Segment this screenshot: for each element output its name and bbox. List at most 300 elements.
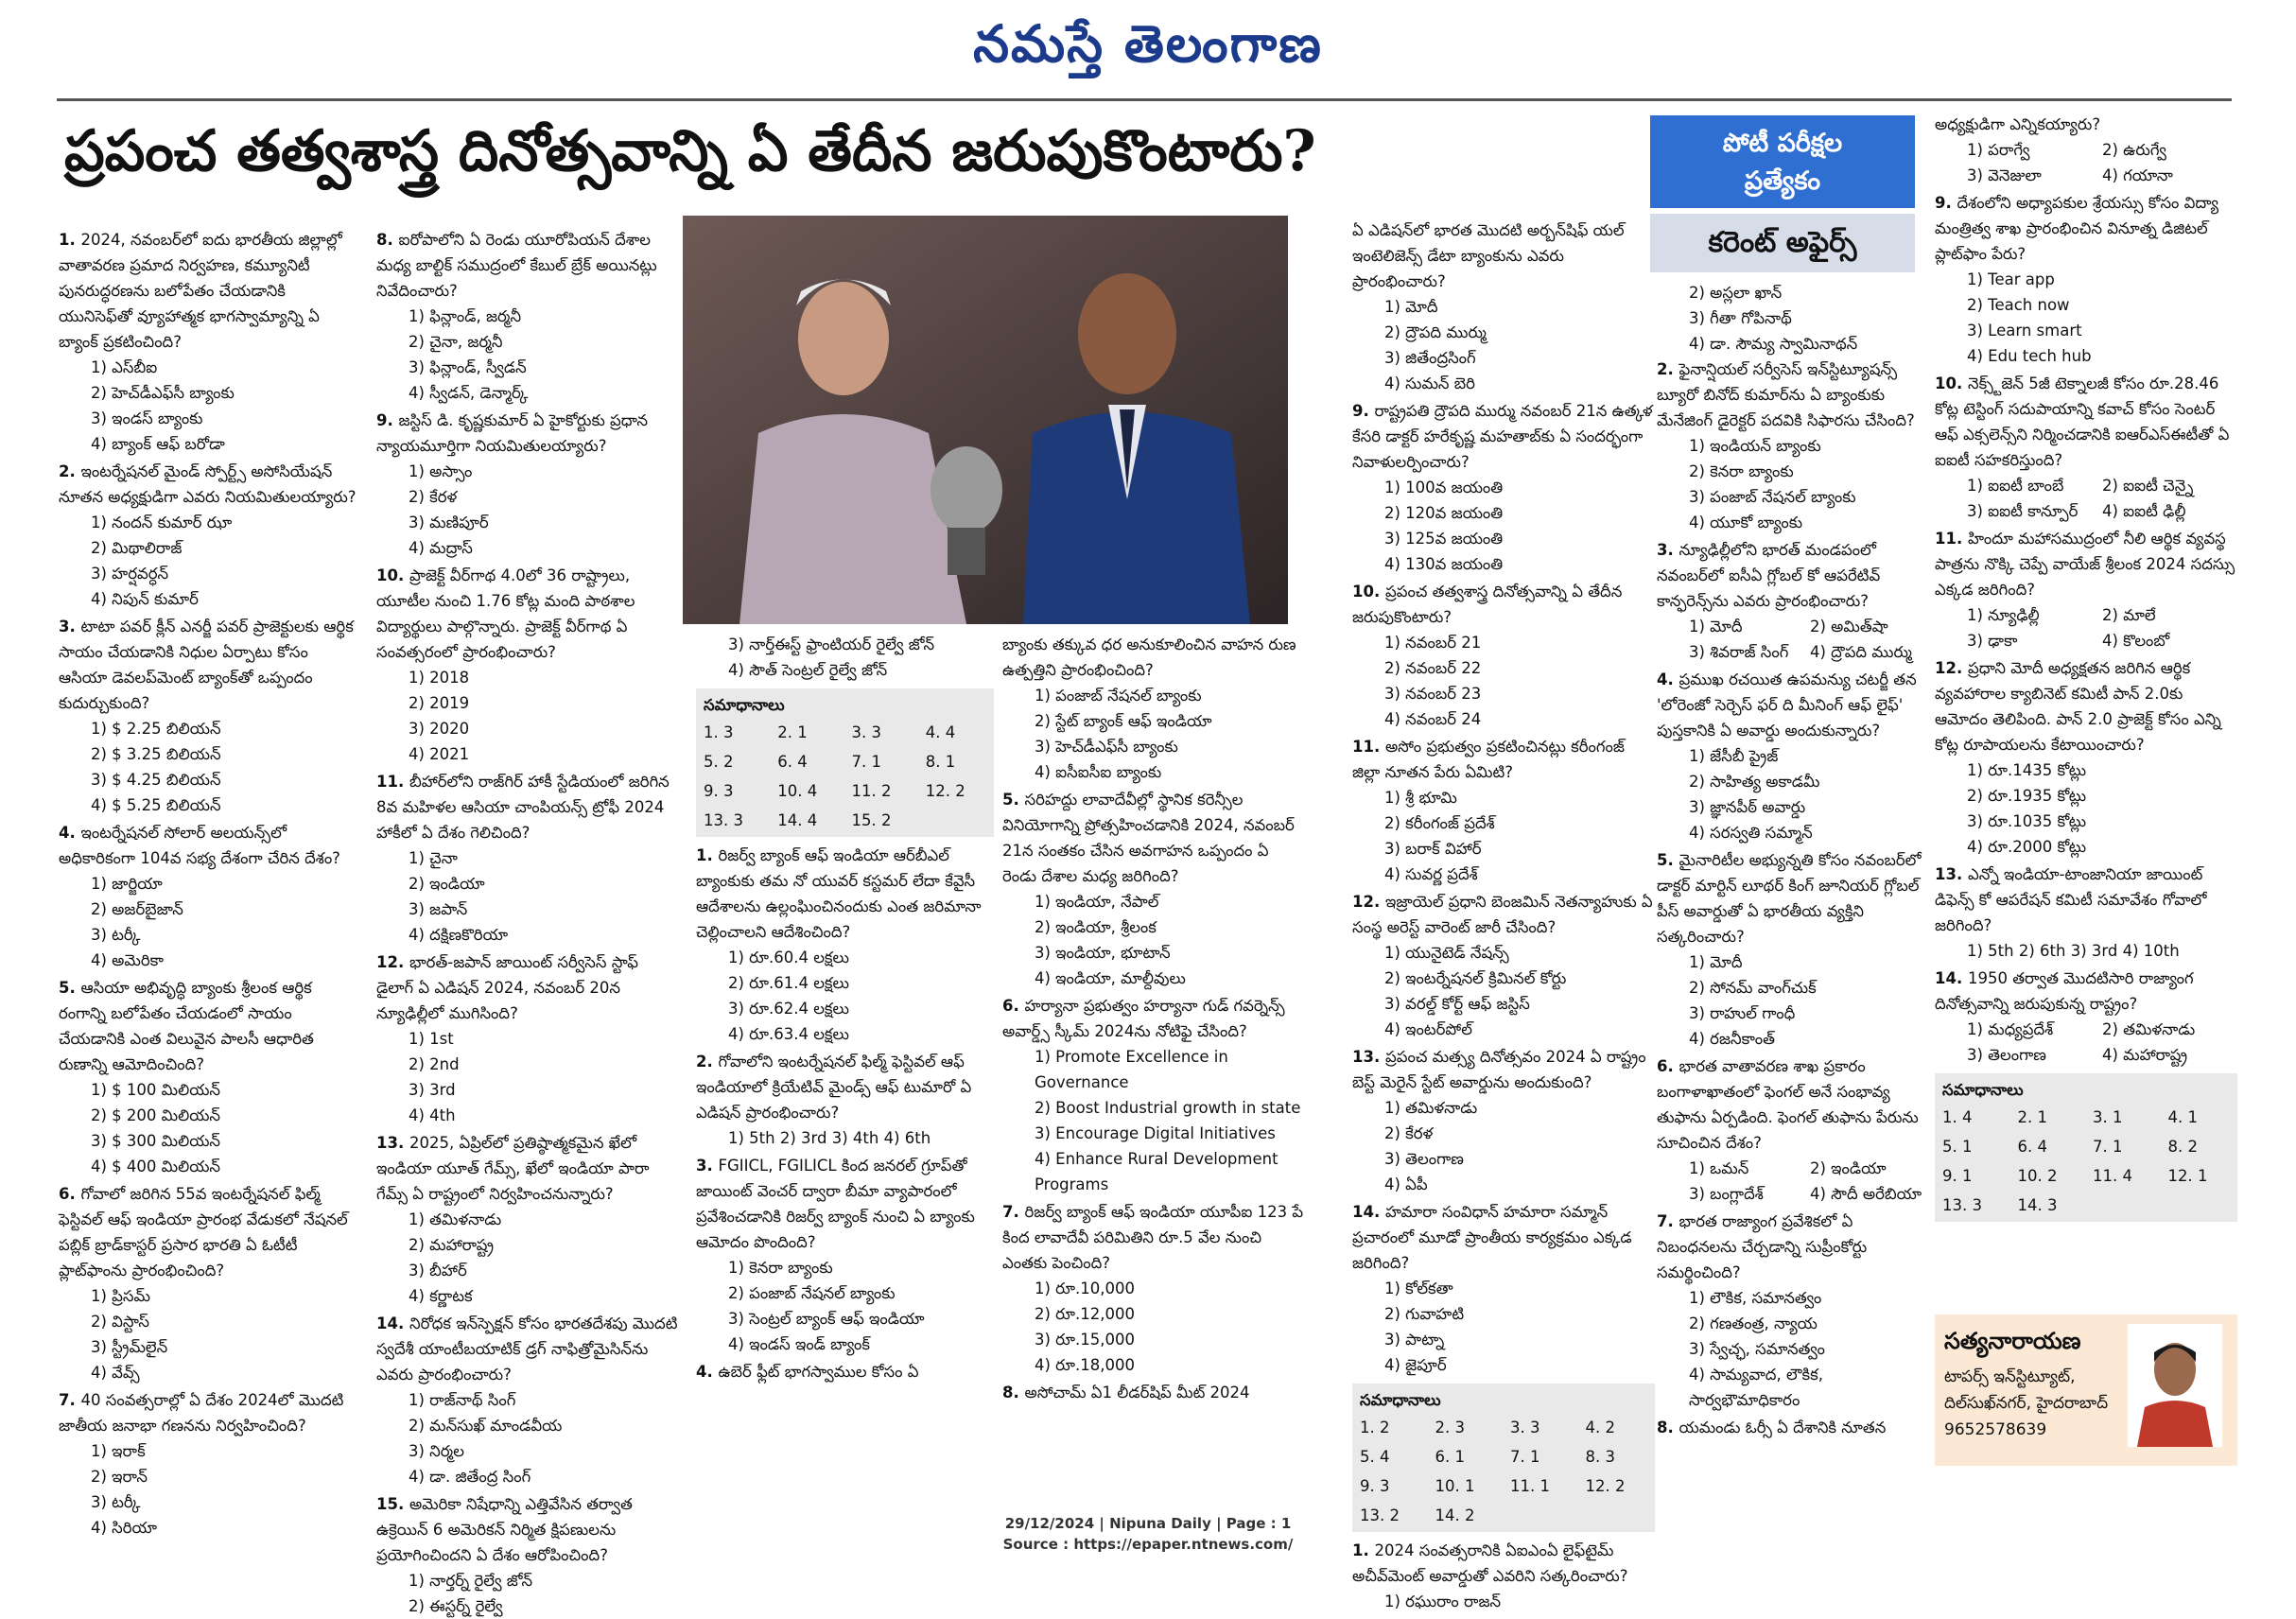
question-option: 3) 3rd [409, 1081, 456, 1099]
question-option: 1) అస్సాం [409, 462, 473, 480]
question-block [376, 408, 679, 561]
answer-key-title: సమాధానాలు [1360, 1391, 1441, 1409]
question-option: 1) 1st [409, 1030, 454, 1048]
question-block [1657, 667, 1931, 845]
question-option: 3) ఇండియా, భూటాన్ [1035, 944, 1171, 962]
question-option: 2) కేరళ [409, 488, 458, 506]
question-text: 8. యమండు ఓర్సీ ఏ దేశానికి నూతన [1657, 1419, 1887, 1436]
question-option: 2) 2019 [409, 694, 470, 712]
question-number: 4. [1657, 670, 1679, 688]
question-option: 1) పరాగ్వే [1967, 141, 2030, 159]
question-text: 5. సరిహద్దు లావాదేవీల్లో స్థానిక కరెన్సీల వినియోగాన్ని ప్రోత్సహించడానికి 2024, నవంబర్ 21న సంతకం చేసిన అవగాహన ఒప్పందం ఏ రెండు దేశాల మధ్య జరిగింది? [1002, 791, 1295, 885]
answer-cell: 10. 1 [1435, 1477, 1475, 1495]
answer-cell: 7. 1 [851, 753, 881, 771]
question-option: 3) 125వ జయంతి [1384, 530, 1504, 548]
question-option: 4) దక్షిణకొరియా [409, 926, 509, 944]
answer-cell: 14. 3 [2017, 1196, 2058, 1214]
answer-cell: 2. 1 [2017, 1108, 2047, 1126]
answer-cell: 11. 1 [1510, 1477, 1550, 1495]
answer-grid [704, 720, 986, 833]
answer-cell: 8. 2 [2167, 1138, 2198, 1156]
question-text: 12. ప్రధాని మోదీ అధ్యక్షతన జరిగిన ఆర్థిక వ్యవహారాల క్యాబినెట్ కమిటీ పాన్ 2.0కు ఆమోదం తెలిపింది. పాన్ 2.0 ప్రాజెక్ట్ కోసం ఎన్ని కోట్ల రూపాయలను కేటాయించారు? [1935, 659, 2221, 754]
question-block [696, 1049, 994, 1151]
question-option: 2) కరీంగంజ్ ప్రదేశ్ [1384, 814, 1495, 832]
footer-source-line: Source : https://epaper.ntnews.com/ [1002, 1536, 1294, 1553]
question-option: 4) సౌదీ అరేబియా [1810, 1185, 1922, 1203]
question-number: 7. [1657, 1212, 1679, 1230]
answer-cell: 4. 1 [2167, 1108, 2198, 1126]
question-option: 3) రూ.15,000 [1035, 1331, 1135, 1349]
question-text: 8. అసోచామ్ ఏ1 లీడర్‌షిప్ మీట్ 2024 [1002, 1384, 1250, 1401]
question-text: 11. హిందూ మహాసముద్రంలో నీలి ఆర్థిక వ్యవస్థ పాత్రను నొక్కి చెప్పే వాయేజ్ శ్రీలంక 2024 సదస్సు ఎక్కడ జరిగింది? [1935, 530, 2235, 599]
question-option: 1) న్యూఢిల్లీ [1967, 606, 2040, 624]
question-option: 3) జపాన్ [409, 900, 468, 918]
question-text: బ్యాంకు తక్కువ ధర అనుకూలించిన వాహన రుణ ఉత్పత్తిని ప్రారంభించింది? [1002, 635, 1296, 679]
question-option: 1) ఐఐటీ బాంబే [1967, 477, 2064, 495]
photo-illustration [683, 216, 1288, 624]
question-option: 2) విస్టాస్ [91, 1313, 149, 1331]
question-number: 1. [696, 846, 719, 864]
question-block [376, 769, 679, 948]
question-option: 1) జార్జియా [91, 875, 163, 893]
question-text: 14. 1950 తర్వాత మొదటిసారి రాజ్యాంగ దినోత్సవాన్ని జరుపుకున్న రాష్ట్రం? [1935, 969, 2194, 1013]
question-option: 1) 2018 [409, 669, 470, 687]
author-institute: టాపర్స్ ఇన్‌స్టిట్యూట్, [1944, 1367, 2076, 1386]
question-option: 1) ఇండియన్ బ్యాంకు [1689, 437, 1821, 455]
question-number: 2. [59, 462, 81, 480]
question-options-grid [1935, 602, 2237, 653]
question-number: 14. [376, 1314, 409, 1332]
question-option: 4) డా. సౌమ్య స్వామినాథన్ [1689, 335, 1858, 353]
question-text: 10. నెక్స్ట్‌జెన్ 5జీ టెక్నాలజీ కోసం రూ.28.46 కోట్ల టెస్టింగ్ సదుపాయాన్ని కవాచ్ కోసం సెంటర్ ఆఫ్ ఎక్సలెన్స్‌ని నిర్మించడానికి ఐఆర్‌ఎస్‌ఈటీతో ఏ ఐఐటీ సహకరిస్తుంది? [1935, 374, 2230, 469]
answer-cell: 14. 4 [777, 811, 818, 829]
question-block [1935, 371, 2237, 524]
question-option: 1) ఫిన్లాండ్, జర్మనీ [409, 307, 522, 325]
answer-key [1935, 1073, 2237, 1222]
question-option: 4) మహారాష్ట్ర [2102, 1046, 2188, 1064]
question-block [1935, 526, 2237, 653]
question-options-grid [1935, 1017, 2237, 1068]
question-block [59, 820, 359, 973]
question-text: 12. ఇజ్రాయెల్ ప్రధాని బెంజమిన్ నెతన్యాహుకు ఏ సంస్థ అరెస్ట్ వారెంట్ జారీ చేసింది? [1352, 893, 1653, 936]
question-option: 4) Enhance Rural Development Programs [1035, 1150, 1278, 1193]
column-4 [1002, 632, 1305, 1464]
question-number: 6. [1657, 1057, 1679, 1075]
question-block [59, 1181, 359, 1385]
question-option: 4) 2021 [409, 745, 470, 763]
question-option: 2) చైనా, జర్మనీ [409, 333, 503, 351]
question-block [1002, 1380, 1305, 1405]
question-option: 2) ఐఐటీ చెన్నై [2102, 477, 2194, 495]
question-option: 4) గయానా [2102, 166, 2173, 184]
question-option: 2) ద్రౌపది ముర్ము [1384, 323, 1487, 341]
question-number: 11. [376, 773, 409, 791]
question-block [1352, 218, 1655, 396]
question-option: 1) 5th 2) 3rd 3) 4th 4) 6th [728, 1129, 931, 1147]
answer-cell: 13. 3 [704, 811, 743, 829]
answer-cell: 13. 2 [1360, 1506, 1400, 1524]
question-number: 5. [1657, 851, 1679, 869]
question-option: 3) స్ట్రీమ్‌లైన్ [91, 1338, 168, 1356]
section-banner [1650, 115, 1915, 274]
question-option: 4) యూకో బ్యాంకు [1689, 514, 1803, 531]
question-option: 4) సామ్యవాద, లౌకిక, సార్వభౌమాధికారం [1689, 1366, 1823, 1409]
question-option: 1) జేసీబీ ప్రైజ్ [1689, 747, 1779, 765]
question-text: 15. అమెరికా నిషేధాన్ని ఎత్తివేసిన తర్వాత ఉక్రెయిన్ 6 అమెరికన్ నిర్మిత క్షిపణులను ప్రయోగించిందని ఏ దేశం ఆరోపించింది? [376, 1495, 633, 1564]
question-option: 3) సెంట్రల్ బ్యాంక్ ఆఫ్ ఇండియా [728, 1310, 925, 1328]
question-option: 3) టర్కీ [91, 926, 141, 944]
question-text: అధ్యక్షుడిగా ఎన్నికయ్యారు? [1935, 115, 2101, 133]
question-number: 10. [1352, 583, 1385, 601]
footer-date-line: 29/12/2024 | Nipuna Daily | Page : 1 [1004, 1515, 1292, 1532]
question-option: 1) రూ.1435 కోట్లు [1967, 761, 2087, 779]
question-text: 2. ఫైనాన్షియల్ సర్వీసెస్ ఇన్‌స్టిట్యూషన్స్ బ్యూరో బినోద్ కుమార్‌ను ఏ బ్యాంకుకు మేనేజింగ్ డైరెక్టర్ పదవికి సిఫారసు చేసింది? [1657, 360, 1915, 429]
question-number: 12. [376, 953, 409, 971]
question-block [1935, 966, 2237, 1068]
question-option: 1) పంజాబ్ నేషనల్ బ్యాంకు [1035, 687, 1202, 705]
question-option: 4) కర్ణాటక [409, 1287, 473, 1305]
question-number: 3. [59, 618, 81, 635]
question-option: 2) అమిత్‌షా [1810, 618, 1888, 635]
question-option: 3) వరల్డ్ కోర్ట్ ఆఫ్ జస్టిస్ [1384, 995, 1530, 1013]
question-text: 14. నిరోధక ఇన్‌స్పెక్షన్ కోసం భారతదేశపు మొదటి స్వదేశీ యాంటీబయాటిక్ డ్రగ్ నాఫిత్రోమైసిన్‌ను ఎవరు ప్రారంభించారు? [376, 1314, 678, 1384]
question-text: 11. అసోం ప్రభుత్వం ప్రకటించినట్లు కరీంగంజ్ జిల్లా నూతన పేరు ఏమిటి? [1352, 738, 1625, 781]
question-option: 2) మిథాలిరాజ్ [91, 539, 183, 557]
question-option: 4) రూ.2000 కోట్లు [1967, 838, 2087, 856]
question-text: 6. హర్యానా ప్రభుత్వం హర్యానా గుడ్ గవర్నెన్స్ అవార్డ్స్ స్కీమ్ 2024ను నోటిఫై చేసింది? [1002, 997, 1285, 1040]
question-option: 2) ఇంటర్నేషనల్ క్రిమినల్ కోర్టు [1384, 969, 1567, 987]
answer-cell: 2. 1 [777, 723, 808, 741]
question-option: 1) 5th 2) 6th 3) 3rd 4) 10th [1967, 942, 2180, 960]
question-option: 3) రూ.1035 కోట్లు [1967, 812, 2087, 830]
answer-cell: 1. 2 [1360, 1419, 1390, 1436]
answer-cell: 15. 2 [851, 811, 892, 829]
answer-cell: 3. 1 [2093, 1108, 2123, 1126]
answer-cell: 11. 2 [851, 782, 892, 800]
question-option: 3) బరాక్ విహార్ [1384, 840, 1482, 858]
question-option: 4) ఇండియా, మాల్దీవులు [1035, 969, 1186, 987]
question-option: 4) నవంబర్ 24 [1384, 710, 1482, 728]
question-option: 2) నవంబర్ 22 [1384, 659, 1482, 677]
question-option: 2) రూ.12,000 [1035, 1305, 1135, 1323]
answer-cell: 9. 1 [1942, 1167, 1973, 1185]
question-option: 3) రూ.62.4 లక్షలు [728, 1000, 849, 1018]
question-option: 2) 2nd [409, 1055, 460, 1073]
question-option: 1) ఇరాక్ [91, 1442, 146, 1460]
question-option: 2) Boost Industrial growth in state [1035, 1099, 1301, 1117]
question-text: 9. దేశంలోని అధ్యాపకుల శ్రేయస్సు కోసం విద్యా మంత్రిత్వ శాఖ ప్రారంభించిన వినూత్న డిజిటల్ ప్లాట్‌ఫాం పేరు? [1935, 194, 2219, 263]
question-block [1657, 847, 1931, 1052]
question-text: 2. గోవాలోని ఇంటర్నేషనల్ ఫిల్మ్ ఫెస్టివల్ ఆఫ్ ఇండియాలో క్రియేటివ్ మైండ్స్ ఆఫ్ టుమారో ఏ ఎడిషన్ ప్రారంభించారు? [696, 1053, 972, 1122]
question-block [1002, 787, 1305, 991]
question-block [59, 459, 359, 612]
question-option: 4) 130వ జయంతి [1384, 555, 1504, 573]
question-text: 12. భారత్-జపాన్ జాయింట్ సర్వీసెస్ స్టాఫ్ డైలాగ్ ఏ ఎడిషన్ 2024, నవంబర్ 20న న్యూఢిల్లీలో ముగిసింది? [376, 953, 638, 1022]
question-option: 1) లౌకిక, సమానత్వం [1689, 1289, 1822, 1307]
answer-cell: 13. 3 [1942, 1196, 1982, 1214]
question-block [1935, 862, 2237, 964]
question-text: 3. న్యూఢిల్లీలోని భారత్ మండపంలో నవంబర్‌లో ఐసీఏ గ్లోబల్ కో ఆపరేటివ్ కాన్ఫరెన్స్‌ను ఎవరు ప్రారంభించారు? [1657, 541, 1881, 610]
column-5 [1352, 218, 1655, 1610]
question-option: 2) 120వ జయంతి [1384, 504, 1504, 522]
answer-cell: 3. 3 [851, 723, 881, 741]
question-option: 4) మద్రాస్ [409, 539, 473, 557]
question-option: 1) మధ్యప్రదేశ్ [1967, 1020, 2054, 1038]
question-option: 3) జితేంద్రసింగ్ [1384, 349, 1476, 367]
question-option: 2) అజర్‌బైజాన్ [91, 900, 183, 918]
question-option: 3) ఐఐటీ కాన్పూర్ [1967, 502, 2079, 520]
question-number: 11. [1935, 530, 1968, 548]
question-text: 1. 2024, నవంబర్‌లో ఐదు భారతీయ జిల్లాల్లో వాతావరణ ప్రమాద నిర్వహణ, కమ్యూనిటీ పునరుద్ధరణను బలోపేతం చేయడానికి యునిసెఫ్‌తో వ్యూహాత్మక భాగస్వామ్యాన్ని ఏ బ్యాంక్ ప్రకటించింది? [59, 231, 342, 351]
question-option: 4) బ్యాంక్ ఆఫ్ బరోడా [91, 435, 225, 453]
answer-cell: 5. 1 [1942, 1138, 1973, 1156]
question-text: 9. రాష్ట్రపతి ద్రౌపది ముర్ము నవంబర్ 21న ఉత్కళ కేసరి డాక్టర్ హరేకృష్ణ మహతాబ్‌కు ఏ సందర్భంగా నివాళులర్పించారు? [1352, 402, 1653, 471]
question-option: 1) ఎస్‌బీఐ [91, 358, 158, 376]
question-block [59, 614, 359, 818]
question-block [376, 1130, 679, 1309]
banner-top [1650, 115, 1915, 208]
masthead [0, 0, 2296, 95]
author-name: సత్యనారాయణ [1944, 1328, 2081, 1354]
question-number: 9. [376, 411, 399, 429]
question-option: 1) నందన్ కుమార్ ఝా [91, 514, 233, 531]
question-option: 4) అమెరికా [91, 951, 164, 969]
question-option: 1) మోదీ [1384, 298, 1438, 316]
question-option: 3) తెలంగాణ [1967, 1046, 2046, 1064]
question-number: 15. [376, 1495, 409, 1513]
question-option: 2) తమిళనాడు [2102, 1020, 2196, 1038]
question-text: 7. రిజర్వ్ బ్యాంక్ ఆఫ్ ఇండియా యూపీఐ 123 పే కింద లావాదేవీ పరిమితిని రూ.5 వేల నుంచి ఎంతకు పెంచింది? [1002, 1203, 1304, 1272]
question-option: 3) నార్త్‌ఈస్ట్ ఫ్రాంటియర్ రైల్వే జోన్ [728, 635, 935, 653]
question-option: 1) మోదీ [1689, 618, 1743, 635]
question-options-grid [1657, 1156, 1931, 1207]
question-option: 4) $ 400 మిలియన్ [91, 1158, 221, 1175]
answer-key-title: సమాధానాలు [704, 696, 785, 714]
question-option: 1) నార్తర్న్ రైల్వే జోన్ [409, 1572, 533, 1590]
answer-cell: 10. 4 [777, 782, 818, 800]
question-option: 3) నవంబర్ 23 [1384, 685, 1482, 703]
question-option: 3) శివరాజ్ సింగ్ [1689, 643, 1789, 661]
question-options-grid [1935, 473, 2237, 524]
question-option: 1) నవంబర్ 21 [1384, 634, 1482, 652]
question-option: 4) సరస్వతి సమ్మాన్ [1689, 824, 1813, 842]
answer-cell: 11. 4 [2093, 1167, 2132, 1185]
question-option: 2) Teach now [1967, 296, 2070, 314]
column-6 [1657, 280, 1931, 1471]
question-option: 4) కొలంబో [2102, 632, 2170, 650]
question-option: 2) $ 200 మిలియన్ [91, 1106, 221, 1124]
question-text: 5. మైనారిటీల అభ్యున్నతి కోసం నవంబర్‌లో డాక్టర్ మార్టిన్ లూథర్ కింగ్ జూనియర్ గ్లోబల్ పీస్ అవార్డుతో ఏ భారతీయ వ్యక్తిని సత్కరించారు? [1657, 851, 1922, 946]
question-option: 4) Edu tech hub [1967, 347, 2092, 365]
answer-grid [1360, 1415, 1647, 1528]
question-block [1657, 1415, 1931, 1440]
question-block [1935, 655, 2237, 860]
question-option: 3) మణిపూర్ [409, 514, 489, 531]
question-option: 3) ఢాకా [1967, 632, 2018, 650]
question-option: 4) రూ.63.4 లక్షలు [728, 1025, 849, 1043]
question-option: 4) ఐఐటీ ఢిల్లీ [2102, 502, 2186, 520]
question-text: 4. ఉబెర్ ఫ్లీట్ భాగస్వాముల కోసం ఏ [696, 1363, 919, 1381]
question-option: 1) ఒమన్ [1689, 1159, 1749, 1177]
question-option: 4) స్వీడన్, డెన్మార్క్ [409, 384, 529, 402]
question-block [696, 1359, 994, 1384]
question-block [696, 843, 994, 1047]
question-number: 6. [1002, 997, 1025, 1015]
question-option: 3) ఇండస్ బ్యాంకు [91, 409, 203, 427]
question-block [1657, 357, 1931, 535]
answer-cell: 7. 1 [2093, 1138, 2123, 1156]
question-text: 1. రిజర్వ్ బ్యాంక్ ఆఫ్ ఇండియా ఆర్‌బీఎల్ బ్యాంకుకు తమ నో యువర్ కస్టమర్ లేదా కేవైసీ ఆదేశాలను ఉల్లంఘించినందుకు ఎంత జరిమానా చెల్లించాలని ఆదేశించింది? [696, 846, 982, 941]
question-text: 11. బీహార్‌లోని రాజ్‌గిర్ హాకీ స్టేడియంలో జరిగిన 8వ మహిళల ఆసియా చాంపియన్స్ ట్రోఫీ 2024 హాకీలో ఏ దేశం గెలిచింది? [376, 773, 670, 842]
question-option: 3) వెనెజులా [1967, 166, 2042, 184]
question-option: 3) పంజాబ్ నేషనల్ బ్యాంకు [1689, 488, 1856, 506]
question-option: 1) కెనరా బ్యాంకు [728, 1259, 833, 1277]
question-option: 2) మన్‌సుఖ్ మాండవీయ [409, 1417, 563, 1435]
question-number: 13. [376, 1134, 409, 1152]
question-text: 2. ఇంటర్నేషనల్ మైండ్ స్పోర్ట్స్ అసోసియేషన్ నూతన అధ్యక్షుడిగా ఎవరు నియమితులయ్యారు? [59, 462, 357, 506]
question-option: 3) ఫిన్లాండ్, స్వీడన్ [409, 358, 527, 376]
question-option: 3) టర్కీ [91, 1493, 141, 1511]
question-option: 3) బీహార్ [409, 1262, 467, 1280]
masthead-title: నమస్తే తెలంగాణ [973, 13, 1323, 74]
question-option: 2) ఇరాన్ [91, 1468, 148, 1486]
question-number: 6. [59, 1185, 81, 1203]
question-option: 3) నిర్మల [409, 1442, 464, 1460]
question-option: 4) రూ.18,000 [1035, 1356, 1135, 1374]
question-option: 2) స్టేట్ బ్యాంక్ ఆఫ్ ఇండియా [1035, 712, 1212, 730]
question-block [1352, 889, 1655, 1042]
question-number: 12. [1935, 659, 1968, 677]
question-option: 4) సిరియా [91, 1519, 158, 1537]
question-block [376, 949, 679, 1128]
question-text: 13. 2025, ఏప్రిల్‌లో ప్రతిష్ఠాత్మకమైన ఖేలో ఇండియా యూత్ గేమ్స్, ఖేలో ఇండియా పారా గేమ్స్ ఏ రాష్ట్రంలో నిర్వహించనున్నారు? [376, 1134, 650, 1203]
answer-cell: 5. 4 [1360, 1448, 1390, 1466]
question-option: 4) $ 5.25 బిలియన్ [91, 796, 221, 814]
question-option: 1) Tear app [1967, 270, 2055, 288]
answer-cell: 9. 3 [704, 782, 734, 800]
question-text: 10. ప్రాజెక్ట్ వీర్‌గాథ 4.0లో 36 రాష్ట్రాలు, యూటీల నుంచి 1.76 కోట్ల మంది పాఠశాల విద్యార్థులు పాల్గొన్నారు. ప్రాజెక్ట్ వీర్‌గాథ ఏ సంవత్సరంలో ప్రారంభించారు? [376, 566, 635, 661]
question-option: 2) సోనమ్ వాంగ్‌చుక్ [1689, 979, 1817, 997]
question-block [1352, 1199, 1655, 1378]
question-option: 2) $ 3.25 బిలియన్ [91, 745, 221, 763]
question-number: 8. [376, 231, 399, 249]
question-option: 1) $ 2.25 బిలియన్ [91, 720, 221, 738]
question-option: 2) మాలే [2102, 606, 2156, 624]
question-option: 2) హెచ్‌డీఎఫ్‌సీ బ్యాంకు [91, 384, 235, 402]
question-number: 1. [1352, 1541, 1375, 1559]
question-option: 3) 2020 [409, 720, 470, 738]
question-number: 13. [1352, 1048, 1385, 1066]
question-option: 1) ప్రిసమ్ [91, 1287, 150, 1305]
question-option: 3) Learn smart [1967, 322, 2082, 339]
question-number: 1. [59, 231, 81, 249]
answer-cell: 6. 1 [1435, 1448, 1465, 1466]
question-option: 1) తమిళనాడు [1384, 1099, 1478, 1117]
question-option: 4) 4th [409, 1106, 456, 1124]
answer-cell: 7. 1 [1510, 1448, 1540, 1466]
question-option: 1) ఇండియా, నేపాల్ [1035, 893, 1159, 911]
question-option: 3) $ 300 మిలియన్ [91, 1132, 221, 1150]
question-block [376, 1311, 679, 1489]
column-1 [59, 227, 359, 1537]
question-text: 7. 40 సంవత్సరాల్లో ఏ దేశం 2024లో మొదటి జాతీయ జనాభా గణనను నిర్వహించింది? [59, 1391, 344, 1435]
question-text: 5. ఆసియా అభివృద్ధి బ్యాంకు శ్రీలంక ఆర్థిక రంగాన్ని బలోపేతం చేయడంలో సాయం చేయడానికి ఎంత విలువైన పాలసీ ఆధారిత రుణాన్ని ఆమోదించింది? [59, 979, 314, 1073]
question-option: 4) ఇండస్ ఇండ్ బ్యాంక్ [728, 1335, 871, 1353]
question-number: 5. [59, 979, 81, 997]
question-option: 2) గువాహటి [1384, 1305, 1465, 1323]
question-option: 4) వేవ్స్ [91, 1364, 140, 1382]
headline: ప్రపంచ తత్వశాస్త్ర దినోత్సవాన్ని ఏ తేదీన జరుపుకొంటారు? [64, 118, 1316, 184]
question-option: 4) ఏపీ [1384, 1175, 1428, 1193]
question-number: 7. [59, 1391, 81, 1409]
question-option: 4) ఐసీఐసీఐ బ్యాంకు [1035, 763, 1162, 781]
question-option: 1) Promote Excellence in Governance [1035, 1048, 1228, 1091]
question-option: 1) మోదీ [1689, 953, 1743, 971]
question-text: 4. ఇంటర్నేషనల్ సోలార్ అలయన్స్‌లో అధికారికంగా 104వ సభ్య దేశంగా చేరిన దేశం? [59, 824, 340, 867]
question-option: 1) రూ.10,000 [1035, 1280, 1135, 1297]
question-option: 2) ఇండియా [1810, 1159, 1887, 1177]
question-option: 2) సాహిత్య అకాడమీ [1689, 773, 1820, 791]
question-text: 8. ఐరోపాలోని ఏ రెండు యూరోపియన్ దేశాల మధ్య బాల్టిక్ సముద్రంలో కేబుల్ బ్రేక్ అయినట్లు నివేదించారు? [376, 231, 657, 300]
question-text: 10. ప్రపంచ తత్వశాస్త్ర దినోత్సవాన్ని ఏ తేదీన జరుపుకొంటారు? [1352, 583, 1623, 626]
answer-cell: 12. 1 [2167, 1167, 2208, 1185]
question-option: 4) రజనీకాంత్ [1689, 1030, 1775, 1048]
answer-cell: 1. 4 [1942, 1108, 1973, 1126]
question-option: 4) సుమన్ బెరి [1384, 374, 1475, 392]
question-options-grid [1935, 137, 2237, 188]
question-option: 1) చైనా [409, 849, 458, 867]
question-text: 3. FGIICL, FGILICL కింద జనరల్ గ్రూప్‌తో జాయింట్ వెంచర్ ద్వారా బీమా వ్యాపారంలో ప్రవేశించడానికి రిజర్వ్ బ్యాంక్ నుంచి ఏ బ్యాంకు ఆమోదం పొందింది? [696, 1157, 975, 1251]
question-text: 14. హమారా సంవిధాన్ హమారా సమ్మాన్ ప్రచారంలో మూడో ప్రాంతీయ కార్యక్రమం ఎక్కడ జరిగింది? [1352, 1203, 1632, 1272]
question-number: 2. [696, 1053, 719, 1071]
question-number: 2. [1657, 360, 1679, 378]
question-option: 1) రూ.60.4 లక్షలు [728, 949, 849, 966]
question-option: 2) కేరళ [1384, 1124, 1434, 1142]
question-option: 3) స్వేచ్ఛ, సమానత్వం [1689, 1340, 1825, 1358]
question-number: 8. [1657, 1419, 1679, 1436]
question-option: 1) తమిళనాడు [409, 1210, 502, 1228]
question-block [1352, 398, 1655, 577]
question-option: 2) రూ.61.4 లక్షలు [728, 974, 849, 992]
answer-cell: 8. 3 [1585, 1448, 1615, 1466]
question-option: 2) గణతంత్ర, న్యాయ [1689, 1314, 1818, 1332]
question-block [1002, 1199, 1305, 1378]
question-block [1657, 537, 1931, 665]
answer-cell: 4. 2 [1585, 1419, 1615, 1436]
question-option: 3) హర్షవర్ధన్ [91, 565, 169, 583]
question-option: 2) పంజాబ్ నేషనల్ బ్యాంకు [728, 1284, 896, 1302]
question-block [59, 227, 359, 457]
question-number: 10. [376, 566, 409, 584]
column-2 [376, 227, 679, 1615]
question-block [1002, 632, 1305, 785]
author-photo [2128, 1324, 2222, 1447]
banner-line3: కరెంట్ అఫైర్స్ [1650, 214, 1915, 272]
question-text: 13. ప్రపంచ మత్స్య దినోత్సవం 2024 ఏ రాష్ట్రం బెస్ట్ మెరైన్ స్టేట్ అవార్డును అందుకుంది? [1352, 1048, 1646, 1091]
question-option: 1) రాజ్‌నాథ్ సింగ్ [409, 1391, 516, 1409]
question-number: 9. [1935, 194, 1957, 212]
footer [0, 1513, 2296, 1555]
answer-key [1352, 1384, 1655, 1532]
answer-cell: 14. 2 [1435, 1506, 1475, 1524]
answer-cell: 1. 3 [704, 723, 734, 741]
answer-key [696, 688, 994, 837]
question-number: 10. [1935, 374, 1968, 392]
answer-cell: 2. 3 [1435, 1419, 1465, 1436]
question-option: 4) ఇంటర్‌పోల్ [1384, 1020, 1472, 1038]
question-option: 3) జ్ఞానపీఠ్ అవార్డు [1689, 798, 1806, 816]
question-number: 13. [1935, 865, 1968, 883]
